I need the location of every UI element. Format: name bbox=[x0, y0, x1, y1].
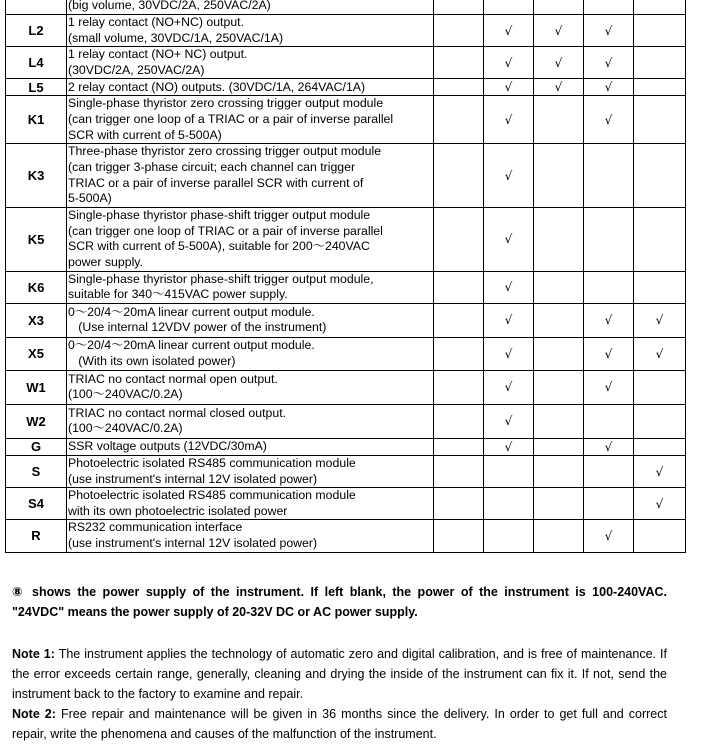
description-line: SCR with current of 5-500A) bbox=[68, 127, 222, 142]
module-code: W2 bbox=[6, 404, 67, 438]
module-description bbox=[67, 144, 434, 207]
check-mark-icon: √ bbox=[604, 380, 613, 395]
check-mark-icon: √ bbox=[604, 439, 613, 454]
availability-cell bbox=[584, 79, 634, 96]
availability-cell bbox=[634, 96, 686, 144]
check-mark-icon: √ bbox=[504, 80, 513, 95]
availability-cell bbox=[534, 303, 584, 337]
check-mark-icon: √ bbox=[604, 112, 613, 127]
module-description bbox=[67, 303, 434, 337]
availability-cell bbox=[584, 370, 634, 404]
table-row bbox=[6, 207, 686, 271]
module-code: W1 bbox=[6, 370, 67, 404]
description-line: Photoelectric isolated RS485 communication module bbox=[68, 455, 356, 470]
table-row bbox=[6, 144, 686, 207]
output-module-table bbox=[5, 0, 686, 553]
module-code: L5 bbox=[6, 79, 67, 96]
module-code: K1 bbox=[6, 96, 67, 144]
availability-cell bbox=[534, 207, 584, 271]
availability-cell bbox=[534, 271, 584, 303]
availability-cell bbox=[434, 438, 484, 455]
availability-cell bbox=[484, 303, 534, 337]
availability-cell bbox=[584, 96, 634, 144]
note-1-text: The instrument applies the technology of automatic zero and digital calibration, and is free of maintenance. If the error exceeds certain range, generally, cleaning and drying the inside of the instrument can fix it. If not, send the instrument back to the factory to examine and repair. bbox=[12, 647, 667, 701]
table-row bbox=[6, 520, 686, 552]
availability-cell bbox=[434, 370, 484, 404]
availability-cell bbox=[634, 144, 686, 207]
availability-cell bbox=[584, 0, 634, 15]
module-code: R bbox=[6, 520, 67, 552]
check-mark-icon: √ bbox=[504, 414, 513, 429]
availability-cell bbox=[634, 520, 686, 552]
availability-cell bbox=[434, 404, 484, 438]
check-mark-icon: √ bbox=[504, 439, 513, 454]
check-mark-icon: √ bbox=[604, 80, 613, 95]
power-supply-note bbox=[12, 582, 667, 622]
table-row bbox=[6, 370, 686, 404]
description-line: (Use internal 12VDV power of the instrument) bbox=[68, 320, 327, 335]
availability-cell bbox=[434, 520, 484, 552]
note-2-label: Note 2: bbox=[12, 707, 56, 721]
module-code: S4 bbox=[6, 488, 67, 520]
module-description bbox=[67, 96, 434, 144]
availability-cell bbox=[434, 207, 484, 271]
table-row bbox=[6, 79, 686, 96]
note-2 bbox=[12, 704, 667, 744]
description-line: 1 relay contact (NO+NC) output. bbox=[68, 15, 244, 29]
availability-cell bbox=[634, 337, 686, 370]
availability-cell bbox=[534, 96, 584, 144]
module-code: X3 bbox=[6, 303, 67, 337]
availability-cell bbox=[484, 207, 534, 271]
table-row bbox=[6, 96, 686, 144]
module-description bbox=[67, 488, 434, 520]
check-mark-icon: √ bbox=[604, 313, 613, 328]
availability-cell bbox=[584, 47, 634, 79]
check-mark-icon: √ bbox=[504, 112, 513, 127]
module-description bbox=[67, 47, 434, 79]
availability-cell bbox=[534, 370, 584, 404]
output-module-table-body bbox=[6, 0, 686, 552]
availability-cell bbox=[434, 488, 484, 520]
description-line: Single-phase thyristor phase-shift trigger output module bbox=[68, 208, 371, 223]
availability-cell bbox=[434, 455, 484, 487]
description-line: 1 relay contact (NO+ NC) output. bbox=[68, 47, 248, 62]
power-note-marker: ⑧ bbox=[12, 585, 26, 599]
availability-cell bbox=[434, 337, 484, 370]
module-code: G bbox=[6, 438, 67, 455]
availability-cell bbox=[634, 15, 686, 47]
description-line: (can trigger 3-phase circuit; each channel can trigger bbox=[68, 159, 356, 174]
availability-cell bbox=[534, 488, 584, 520]
note-2-text: Free repair and maintenance will be given in 36 months since the delivery. In order to get full and correct repair, write the phenomena and causes of the malfunction of the instrument. bbox=[12, 707, 667, 741]
description-line: 2 relay contact (NO) outputs. (30VDC/1A, 264VAC/1A) bbox=[68, 79, 366, 94]
availability-cell bbox=[534, 47, 584, 79]
availability-cell bbox=[634, 47, 686, 79]
description-line: (big volume, 30VDC/2A, 250VAC/2A) bbox=[68, 0, 271, 13]
availability-cell bbox=[534, 144, 584, 207]
description-line: (can trigger one loop of TRIAC or a pair of inverse parallel bbox=[68, 223, 383, 238]
description-line: Single-phase thyristor phase-shift trigger output module, bbox=[68, 271, 374, 286]
check-mark-icon: √ bbox=[554, 80, 563, 95]
availability-cell bbox=[584, 438, 634, 455]
check-mark-icon: √ bbox=[604, 55, 613, 70]
availability-cell bbox=[634, 438, 686, 455]
availability-cell bbox=[484, 370, 534, 404]
availability-cell bbox=[584, 144, 634, 207]
module-description bbox=[67, 15, 434, 47]
module-description bbox=[67, 520, 434, 552]
description-line: (use instrument's internal 12V isolated power) bbox=[68, 535, 318, 550]
module-description bbox=[67, 207, 434, 271]
description-line: Three-phase thyristor zero crossing trigger output module bbox=[68, 144, 382, 159]
module-code bbox=[6, 0, 67, 15]
availability-cell bbox=[484, 271, 534, 303]
availability-cell bbox=[634, 370, 686, 404]
description-line: 0～20/4～20mA linear current output module. bbox=[68, 304, 315, 319]
availability-cell bbox=[434, 144, 484, 207]
description-line: with its own photoelectric isolated power bbox=[68, 503, 288, 518]
check-mark-icon: √ bbox=[554, 23, 563, 38]
description-line: (30VDC/2A, 250VAC/2A) bbox=[68, 62, 205, 77]
description-line: (100～240VAC/0.2A) bbox=[68, 421, 183, 436]
availability-cell bbox=[534, 455, 584, 487]
availability-cell bbox=[584, 303, 634, 337]
table-row bbox=[6, 404, 686, 438]
check-mark-icon: √ bbox=[504, 23, 513, 38]
module-description bbox=[67, 271, 434, 303]
power-note-text: shows the power supply of the instrument. If left blank, the power of the instrument is 100-240VAC. "24VDC" means the power supply of 20-32V DC or AC power supply. bbox=[12, 585, 667, 619]
table-row bbox=[6, 0, 686, 15]
table-row bbox=[6, 303, 686, 337]
description-line: TRIAC no contact normal closed output. bbox=[68, 405, 287, 420]
check-mark-icon: √ bbox=[655, 313, 664, 328]
availability-cell bbox=[434, 271, 484, 303]
availability-cell bbox=[634, 455, 686, 487]
description-line: suitable for 340～415VAC power supply. bbox=[68, 287, 288, 302]
availability-cell bbox=[584, 337, 634, 370]
check-mark-icon: √ bbox=[504, 232, 513, 247]
availability-cell bbox=[434, 79, 484, 96]
availability-cell bbox=[534, 15, 584, 47]
check-mark-icon: √ bbox=[504, 168, 513, 183]
description-line: SCR with current of 5-500A), suitable for 200～240VAC bbox=[68, 239, 370, 254]
availability-cell bbox=[484, 144, 534, 207]
availability-cell bbox=[534, 79, 584, 96]
table-row bbox=[6, 15, 686, 47]
availability-cell bbox=[484, 404, 534, 438]
module-description bbox=[67, 0, 434, 15]
availability-cell bbox=[484, 96, 534, 144]
availability-cell bbox=[634, 79, 686, 96]
availability-cell bbox=[534, 520, 584, 552]
availability-cell bbox=[484, 15, 534, 47]
module-code: K5 bbox=[6, 207, 67, 271]
module-description bbox=[67, 438, 434, 455]
availability-cell bbox=[484, 79, 534, 96]
check-mark-icon: √ bbox=[655, 346, 664, 361]
availability-cell bbox=[534, 438, 584, 455]
check-mark-icon: √ bbox=[504, 380, 513, 395]
description-line: 0～20/4～20mA linear current output module. bbox=[68, 338, 315, 353]
description-line: SSR voltage outputs (12VDC/30mA) bbox=[68, 439, 267, 454]
check-mark-icon: √ bbox=[504, 280, 513, 295]
check-mark-icon: √ bbox=[655, 496, 664, 511]
module-description bbox=[67, 404, 434, 438]
table-row bbox=[6, 271, 686, 303]
availability-cell bbox=[584, 271, 634, 303]
availability-cell bbox=[434, 15, 484, 47]
availability-cell bbox=[534, 404, 584, 438]
table-row bbox=[6, 47, 686, 79]
availability-cell bbox=[484, 0, 534, 15]
table-row bbox=[6, 337, 686, 370]
availability-cell bbox=[634, 488, 686, 520]
availability-cell bbox=[534, 0, 584, 15]
note-1-label: Note 1: bbox=[12, 647, 55, 661]
availability-cell bbox=[584, 15, 634, 47]
availability-cell bbox=[534, 337, 584, 370]
module-description bbox=[67, 370, 434, 404]
availability-cell bbox=[584, 455, 634, 487]
availability-cell bbox=[584, 520, 634, 552]
availability-cell bbox=[584, 207, 634, 271]
description-line: RS232 communication interface bbox=[68, 520, 243, 535]
module-description bbox=[67, 455, 434, 487]
availability-cell bbox=[634, 207, 686, 271]
module-code: K3 bbox=[6, 144, 67, 207]
availability-cell bbox=[434, 0, 484, 15]
module-description bbox=[67, 79, 434, 96]
table-row bbox=[6, 455, 686, 487]
description-line: TRIAC or a pair of inverse parallel SCR with current of bbox=[68, 175, 364, 190]
availability-cell bbox=[484, 337, 534, 370]
module-code: K6 bbox=[6, 271, 67, 303]
check-mark-icon: √ bbox=[554, 55, 563, 70]
availability-cell bbox=[484, 455, 534, 487]
availability-cell bbox=[584, 488, 634, 520]
check-mark-icon: √ bbox=[504, 313, 513, 328]
availability-cell bbox=[484, 488, 534, 520]
description-line: (With its own isolated power) bbox=[68, 353, 236, 368]
table-row bbox=[6, 488, 686, 520]
availability-cell bbox=[584, 404, 634, 438]
availability-cell bbox=[634, 271, 686, 303]
note-1 bbox=[12, 644, 667, 704]
table-row bbox=[6, 438, 686, 455]
description-line: (100～240VAC/0.2A) bbox=[68, 387, 183, 402]
description-line: (can trigger one loop of a TRIAC or a pair of inverse parallel bbox=[68, 112, 394, 127]
availability-cell bbox=[634, 404, 686, 438]
check-mark-icon: √ bbox=[504, 55, 513, 70]
description-line: 5-500A) bbox=[68, 191, 112, 206]
availability-cell bbox=[484, 47, 534, 79]
description-line: (use instrument's internal 12V isolated power) bbox=[68, 471, 318, 486]
availability-cell bbox=[434, 47, 484, 79]
module-code: L4 bbox=[6, 47, 67, 79]
availability-cell bbox=[634, 0, 686, 15]
description-line: TRIAC no contact normal open output. bbox=[68, 371, 278, 386]
availability-cell bbox=[484, 520, 534, 552]
module-description bbox=[67, 337, 434, 370]
check-mark-icon: √ bbox=[604, 346, 613, 361]
availability-cell bbox=[434, 96, 484, 144]
check-mark-icon: √ bbox=[504, 346, 513, 361]
availability-cell bbox=[484, 438, 534, 455]
description-line: (small volume, 30VDC/1A, 250VAC/1A) bbox=[68, 30, 284, 45]
check-mark-icon: √ bbox=[604, 23, 613, 38]
module-code: X5 bbox=[6, 337, 67, 370]
description-line: power supply. bbox=[68, 254, 143, 269]
availability-cell bbox=[434, 303, 484, 337]
module-code: L2 bbox=[6, 15, 67, 47]
description-line: Single-phase thyristor zero crossing trigger output module bbox=[68, 96, 384, 111]
module-code: S bbox=[6, 455, 67, 487]
check-mark-icon: √ bbox=[604, 528, 613, 543]
availability-cell bbox=[634, 303, 686, 337]
description-line: Photoelectric isolated RS485 communication module bbox=[68, 488, 356, 503]
check-mark-icon: √ bbox=[655, 464, 664, 479]
